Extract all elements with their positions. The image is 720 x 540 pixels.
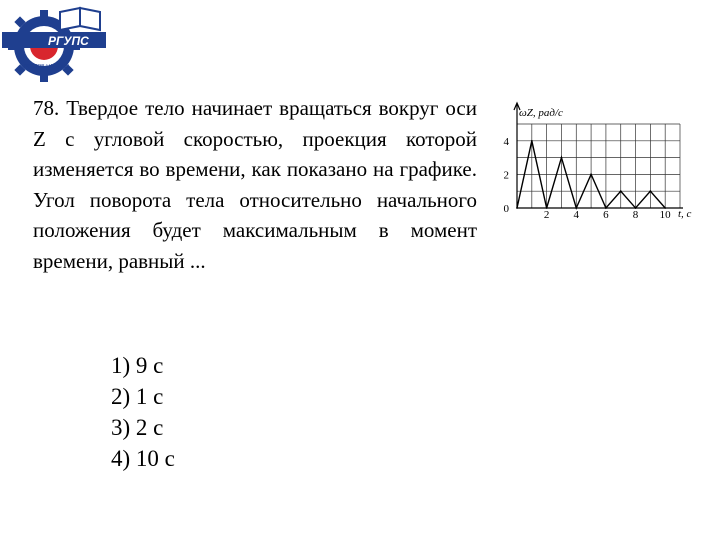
angular-velocity-chart — [495, 96, 705, 236]
data-point — [575, 207, 577, 209]
answer-option-3[interactable]: 3) 2 с — [111, 415, 164, 440]
logo-text: РГУПС — [48, 34, 89, 48]
x-tick-label: 4 — [573, 209, 580, 221]
book-icon — [60, 8, 100, 30]
data-point — [620, 190, 622, 192]
answer-option-2[interactable]: 2) 1 с — [111, 384, 164, 409]
answer-option-1[interactable]: 1) 9 с — [111, 353, 164, 378]
x-tick-label: 2 — [543, 209, 550, 221]
x-tick-label: 10 — [659, 209, 671, 221]
chart-grid — [517, 124, 680, 208]
data-point — [635, 207, 637, 209]
answer-list — [111, 350, 175, 474]
data-point — [664, 207, 666, 209]
data-point — [590, 174, 592, 176]
x-tick-label: 6 — [603, 209, 609, 221]
y-axis-label: ωZ, рад/с — [519, 107, 563, 119]
logo-ring-text: РОСТОВ-НА-ДОНУ — [24, 64, 69, 70]
data-point — [649, 190, 651, 192]
y-tick-label: 2 — [503, 169, 509, 182]
data-point — [531, 140, 533, 142]
data-point — [561, 157, 563, 159]
data-point — [546, 207, 548, 209]
rgups-logo — [2, 2, 106, 88]
answer-option-4[interactable]: 4) 10 с — [111, 446, 175, 471]
x-tick-label: 8 — [632, 209, 639, 221]
data-point — [605, 207, 607, 209]
data-point — [516, 207, 518, 209]
x-axis-label: t, с — [678, 208, 692, 220]
question-text: 78. Твердое тело начинает вращаться вокруг оси Z с угловой скоростью, проекция которой изменяется во времени, как показано на графике. Угол поворота тела относительно начального положения будет максимальным в момент времени, равный ... — [33, 96, 477, 273]
y-tick-label: 4 — [503, 135, 509, 148]
y-tick-label: 0 — [503, 203, 509, 215]
